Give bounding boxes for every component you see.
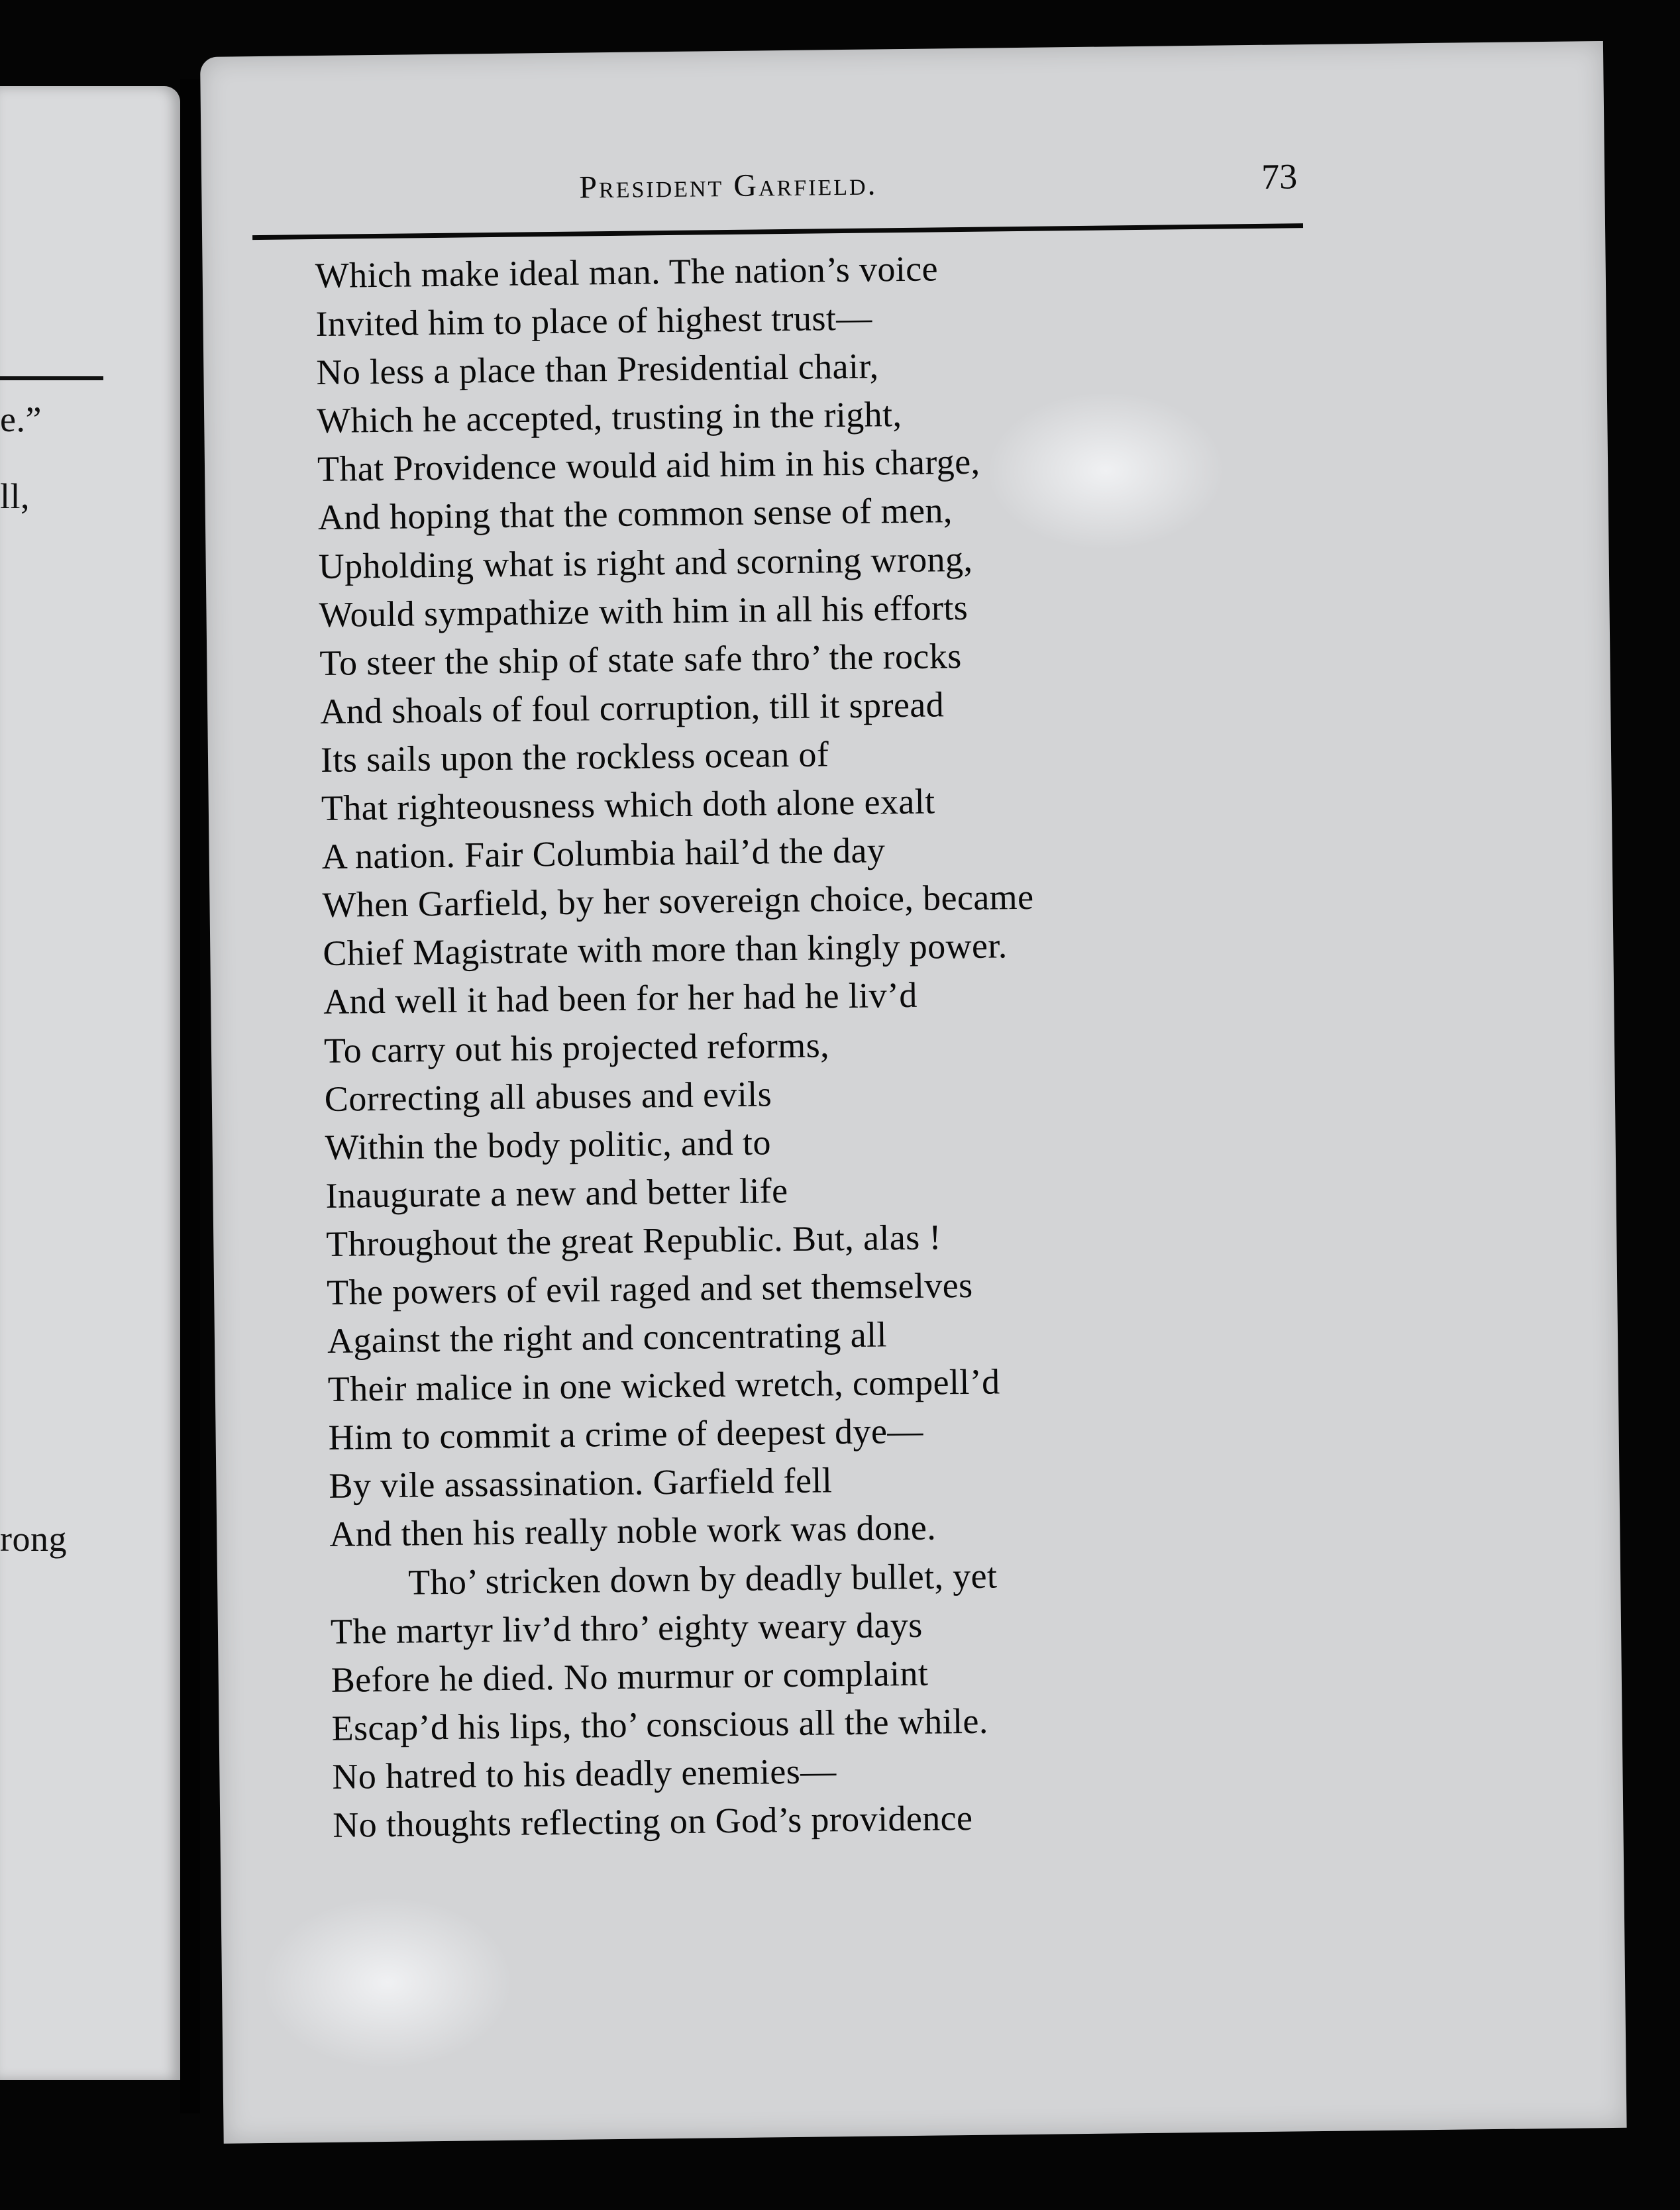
poem-line: Which make ideal man. The nation’s voice [315, 248, 939, 296]
poem-line: The powers of evil raged and set themselves [326, 1265, 973, 1312]
poem-line: A nation. Fair Columbia hail’d the day [321, 830, 886, 877]
poem-line: Escap’d his lips, tho’ conscious all the while. [331, 1701, 989, 1748]
poem-line: Tho’ stricken down by deadly bullet, yet [407, 1555, 998, 1603]
poem-line: Before he died. No murmur or complaint [331, 1653, 929, 1700]
poem-line: To steer the ship of state safe thro’ the rocks [319, 635, 962, 683]
poem-line: That Providence would aid him in his charge, [317, 442, 980, 490]
poem-line: Throughout the great Republic. But, alas ! [325, 1217, 942, 1264]
poem-line: Its sails upon the rockless ocean of [320, 734, 829, 780]
poem-line: Their malice in one wicked wretch, compell’d [327, 1361, 1000, 1410]
poem-line: Against the right and concentrating all [327, 1314, 888, 1361]
poem-text [315, 244, 1044, 1850]
poem-line: The martyr liv’d thro’ eighty weary days [330, 1605, 923, 1652]
left-page [0, 86, 180, 2080]
left-page-fragment: rong [0, 1519, 67, 1559]
poem-line: Inaugurate a new and better life [325, 1170, 788, 1216]
poem-line: When Garfield, by her sovereign choice, became [322, 877, 1034, 925]
poem-line: Upholding what is right and scorning wrong, [318, 539, 973, 586]
poem-line: No less a place than Presidential chair, [316, 346, 879, 393]
header-rule [252, 223, 1303, 240]
poem-line: By vile assassination. Garfield fell [329, 1460, 833, 1506]
poem-line: Correcting all abuses and evils [324, 1073, 772, 1119]
poem-line: To carry out his projected reforms, [323, 1024, 830, 1071]
poem-line: And then his really noble work was done. [329, 1507, 937, 1555]
left-page-fragment: ll, [0, 476, 30, 516]
poem-line: Him to commit a crime of deepest dye— [328, 1411, 924, 1458]
poem-line: Invited him to place of highest trust— [315, 297, 872, 344]
running-head: President Garfield. [578, 166, 878, 205]
paper-stain [261, 1895, 515, 2070]
poem-line: And hoping that the common sense of men, [317, 490, 953, 538]
poem-line: Within the body politic, and to [325, 1122, 772, 1167]
left-page-fragment: e.” [0, 399, 42, 439]
poem-line: Chief Magistrate with more than kingly power. [323, 925, 1008, 974]
poem-line: Would sympathize with him in all his efforts [319, 587, 969, 635]
poem-line: And shoals of foul corruption, till it spread [319, 684, 945, 731]
poem-line: Which he accepted, trusting in the right, [316, 394, 902, 441]
poem-line: And well it had been for her had he liv’d [323, 975, 918, 1022]
page-number: 73 [1261, 156, 1298, 197]
poem-line: No hatred to his deadly enemies— [332, 1751, 837, 1797]
left-page-rule [0, 376, 103, 380]
book-gutter [180, 79, 200, 2113]
poem-line: No thoughts reflecting on God’s providence [332, 1797, 973, 1845]
right-page [200, 41, 1627, 2144]
poem-line: That righteousness which doth alone exalt [321, 781, 935, 829]
